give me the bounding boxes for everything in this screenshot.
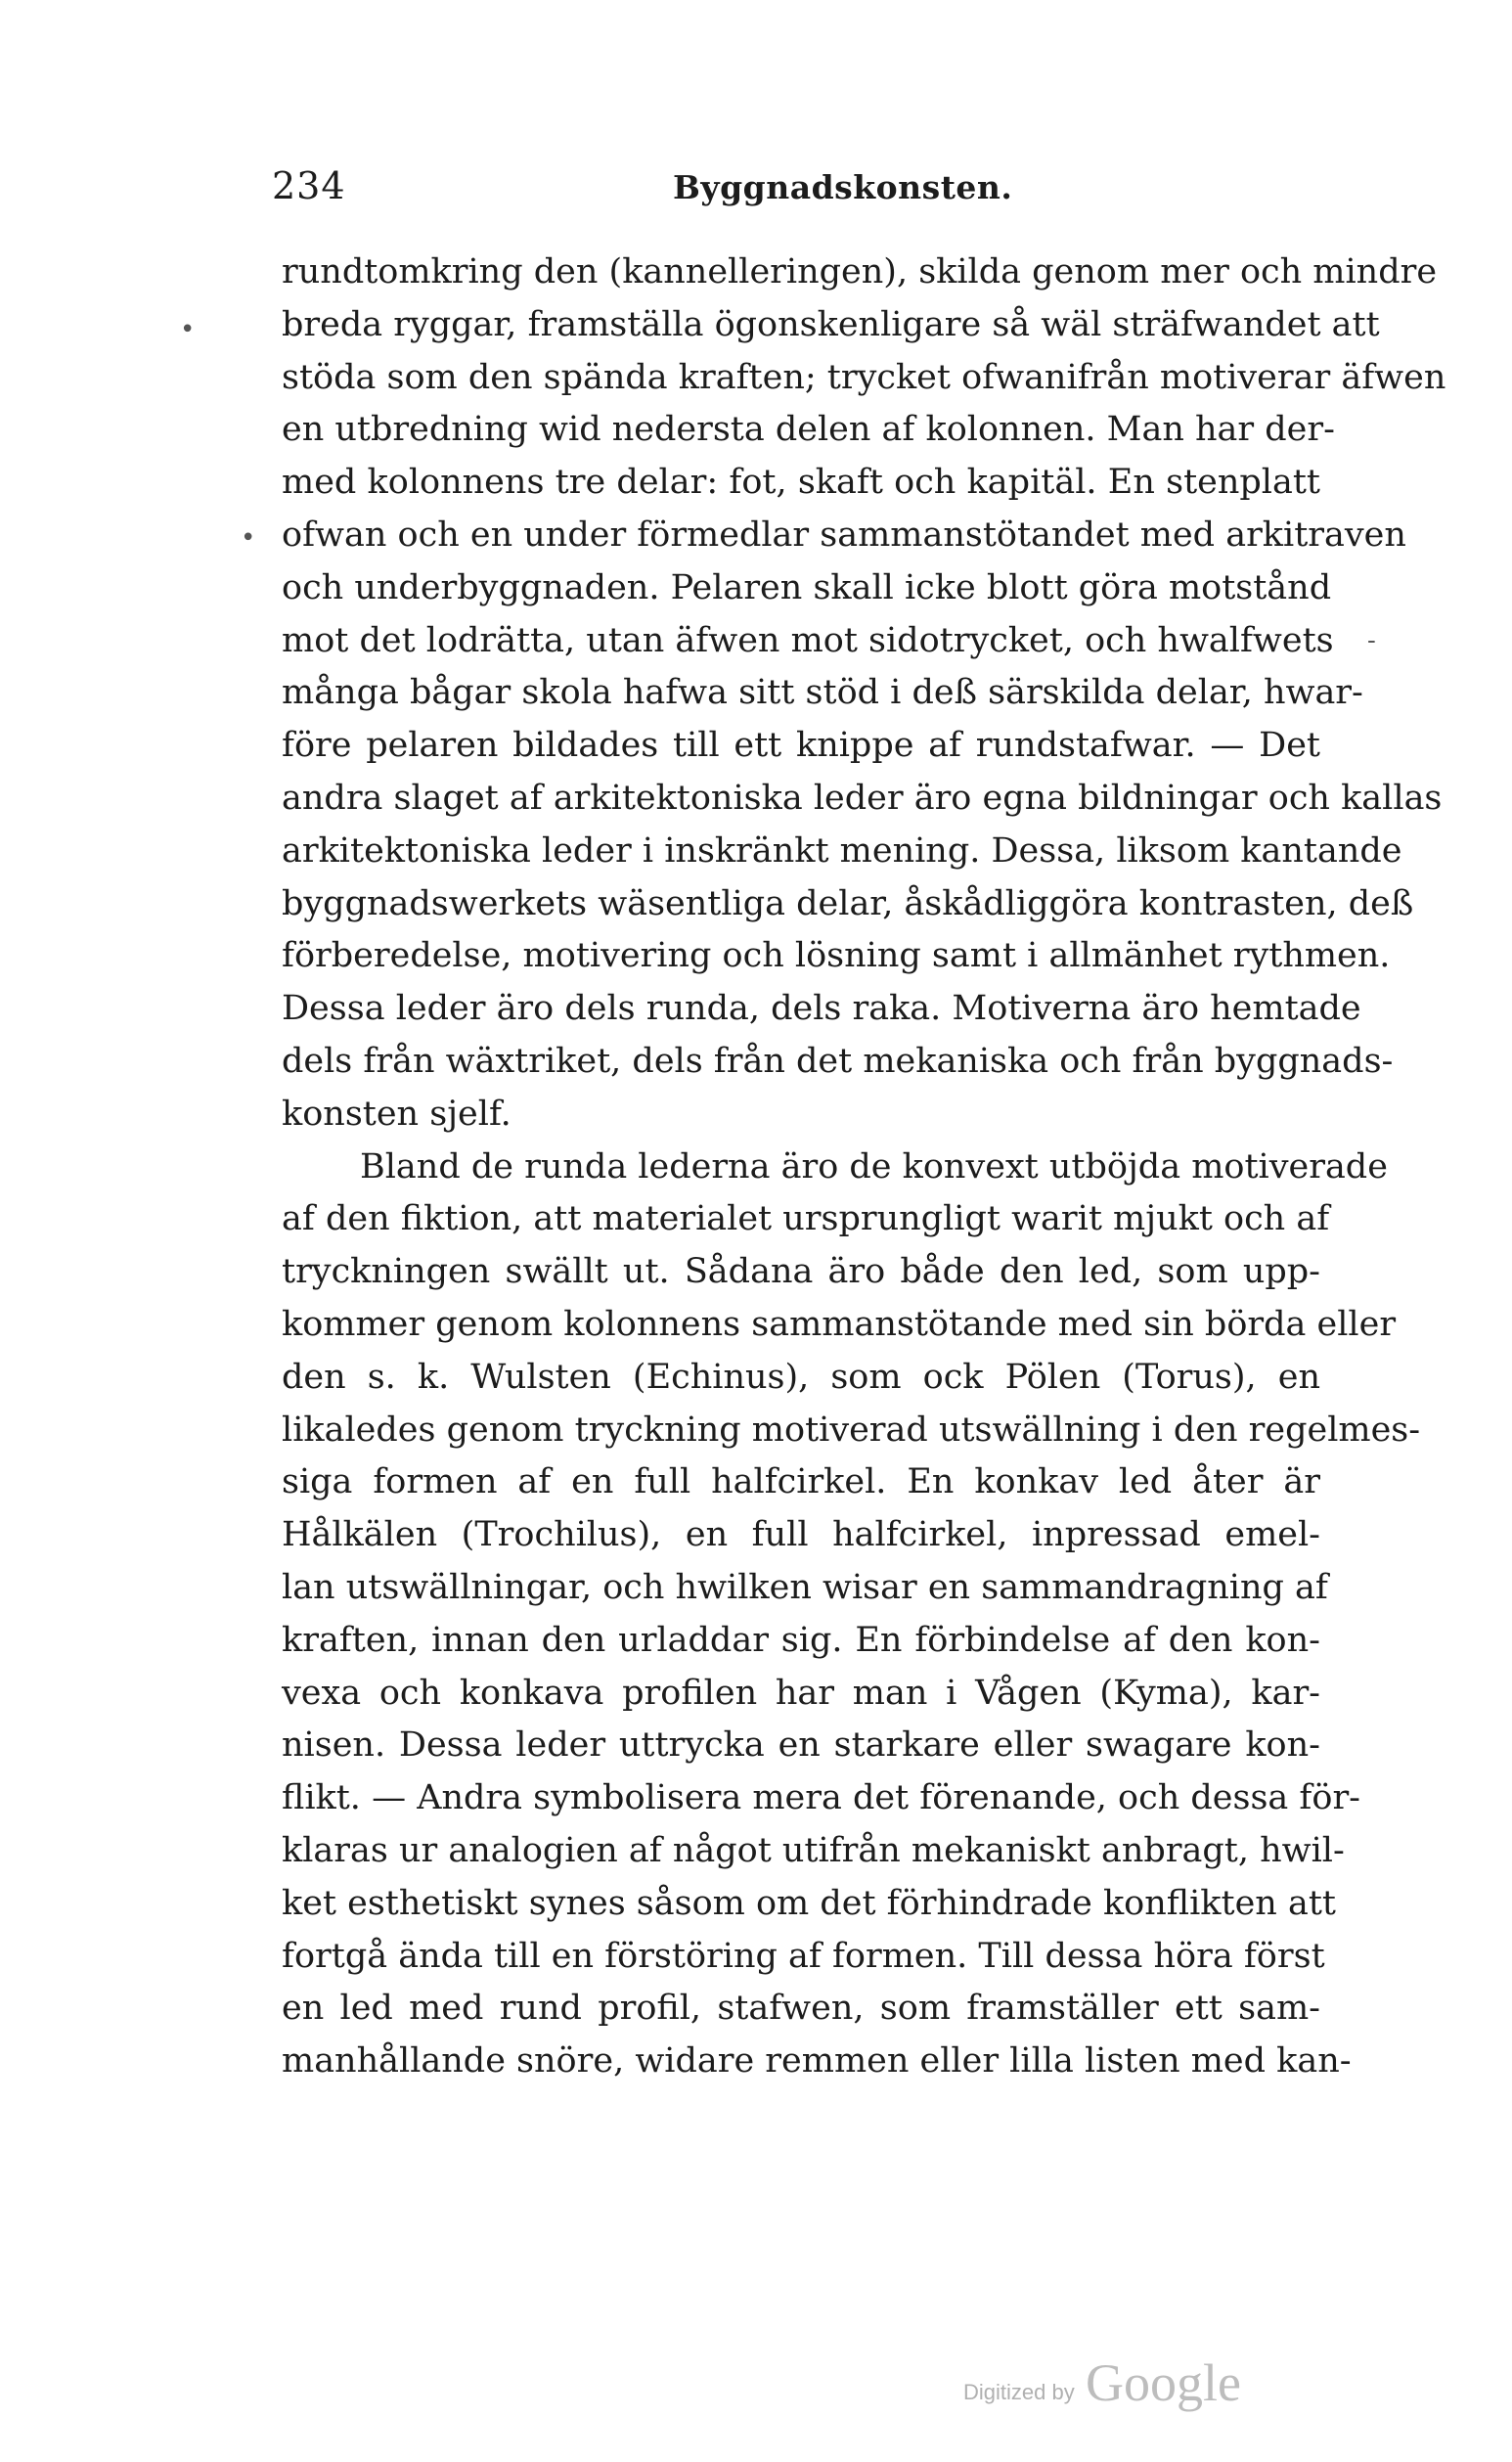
text-line: rundtomkring den (kannelleringen), skilda genom mer och mindre [282, 252, 1438, 291]
text-line: nisen. Dessa leder uttrycka en starkare eller swagare kon- [282, 1725, 1320, 1766]
text-line: förberedelse, motivering och lösning samt i allmänhet rythmen. [282, 936, 1391, 976]
text-line: byggnadswerkets wäsentliga delar, åskådliggöra kontrasten, deß [282, 883, 1414, 923]
text-line: af den fiktion, att materialet ursprungligt warit mjukt och af [282, 1199, 1330, 1239]
text-line: kommer genom kolonnens sammanstötande med sin börda eller [282, 1304, 1397, 1344]
digitized-by-google-watermark [963, 2352, 1315, 2421]
text-line: vexa och konkava profilen har man i Vågen (Kyma), kar- [282, 1673, 1320, 1713]
text-line: dels från wäxtriket, dels från det mekaniska och från byggnads- [282, 1041, 1394, 1081]
body-text [282, 246, 1446, 2088]
text-line: fortgå ända till en förstöring af formen. Till dessa höra först [282, 1936, 1325, 1976]
text-line: en utbredning wid nedersta delen af kolonnen. Man har der- [282, 410, 1335, 450]
text-line: flikt. — Andra symbolisera mera det förenande, och dessa för- [282, 1778, 1360, 1818]
text-line: kraften, innan den urladdar sig. En förbindelse af den kon- [282, 1620, 1320, 1660]
margin-dot-mark: • [180, 315, 196, 344]
page-header [272, 164, 1323, 223]
text-line: ket esthetiskt synes såsom om det förhindrade konflikten att [282, 1883, 1336, 1923]
text-line: och underbyggnaden. Pelaren skall icke blott göra motstånd [282, 567, 1332, 607]
text-line: stöda som den spända kraften; trycket ofwanifrån motiverar äfwen [282, 357, 1446, 397]
text-line: klaras ur analogien af något utifrån mekaniskt anbragt, hwil- [282, 1830, 1345, 1870]
text-line: likaledes genom tryckning motiverad utswällning i den regelmes- [282, 1410, 1421, 1450]
text-line: mot det lodrätta, utan äfwen mot sidotrycket, och hwalfwets [282, 620, 1334, 660]
text-line: andra slaget af arkitektoniska leder äro egna bildningar och kallas [282, 778, 1443, 818]
google-logo: Google [1086, 2353, 1241, 2412]
text-line: Dessa leder äro dels runda, dels raka. Motiverna äro hemtade [282, 989, 1361, 1029]
text-line: manhållande snöre, widare remmen eller lilla listen med kan- [282, 2041, 1352, 2082]
text-line: tryckningen swällt ut. Sådana äro både den led, som upp- [282, 1252, 1320, 1292]
digitized-by-label: Digitized by [963, 2380, 1075, 2404]
text-line: lan utswällningar, och hwilken wisar en sammandragning af [282, 1567, 1328, 1607]
text-line: med kolonnens tre delar: fot, skaft och kapitäl. En stenplatt [282, 463, 1320, 503]
margin-dot-mark: • [241, 523, 256, 553]
text-line: en led med rund profil, stafwen, som framställer ett sam- [282, 1989, 1320, 2029]
text-line: breda ryggar, framställa ögonskenligare så wäl sträfwandet att [282, 304, 1380, 344]
text-line: före pelaren bildades till ett knippe af rundstafwar. — Det [282, 726, 1320, 766]
page-number: 234 [272, 164, 346, 207]
text-line-paragraph-start: Bland de runda lederna äro de konvext utböjda motiverade [360, 1146, 1388, 1186]
text-line: arkitektoniska leder i inskränkt mening. Dessa, liksom kantande [282, 830, 1402, 871]
text-line: siga formen af en full halfcirkel. En konkav led åter är [282, 1462, 1320, 1502]
margin-dash-mark: - [1367, 626, 1376, 655]
text-line: Hålkälen (Trochilus), en full halfcirkel, inpressad emel- [282, 1515, 1320, 1555]
running-title: Byggnadskonsten. [673, 168, 1013, 206]
text-line: många bågar skola hafwa sitt stöd i deß särskilda delar, hwar- [282, 673, 1363, 713]
text-line-paragraph-end: konsten sjelf. [282, 1094, 511, 1134]
text-line: ofwan och en under förmedlar sammanstötandet med arkitraven [282, 515, 1406, 555]
text-line: den s. k. Wulsten (Echinus), som ock Pölen (Torus), en [282, 1357, 1320, 1397]
